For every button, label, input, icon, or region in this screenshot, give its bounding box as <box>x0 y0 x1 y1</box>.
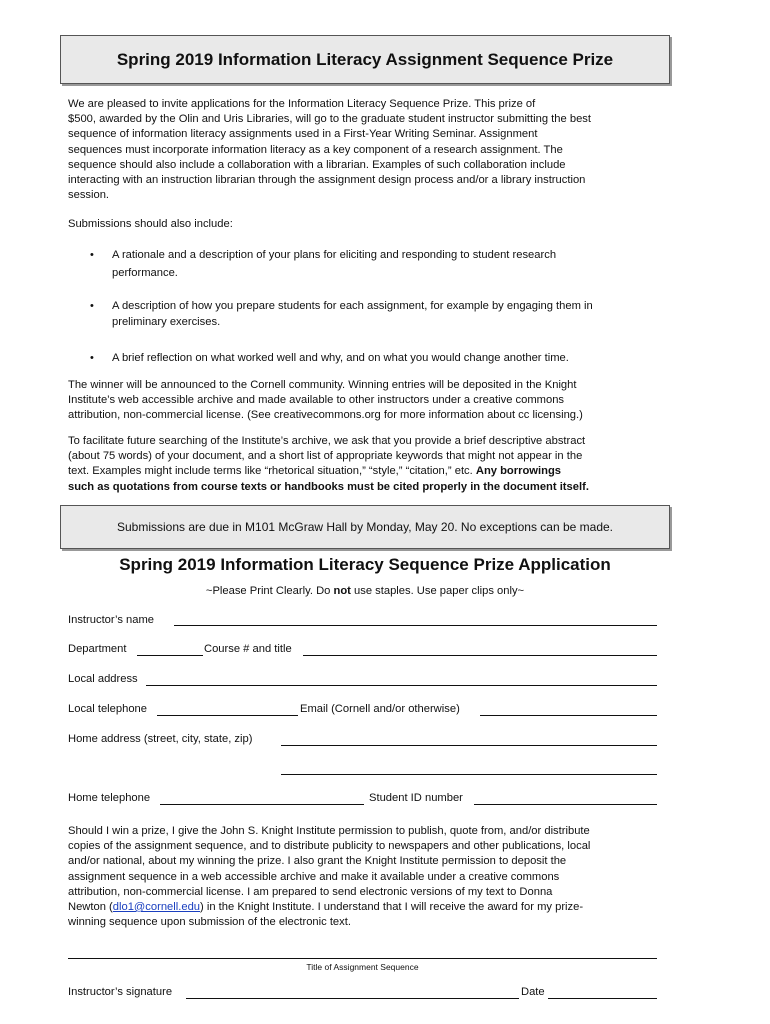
archive-paragraph: To facilitate future searching of the Institute’s archive, we ask that you provide a brief descriptive abstract (about 75 words) of your document, and a short list of appropriate keywords that might not appear in the text. Examples might include terms like “rhetorical situation,” “style,” “citation,” etc. Any borrowings such as quotations from course texts or handbooks must be cited properly in the document itself. <box>68 435 589 493</box>
student-id-field[interactable] <box>474 804 657 805</box>
email-link[interactable]: dlo1@cornell.edu <box>112 901 201 914</box>
assignment-title-field[interactable] <box>68 958 657 959</box>
date-field[interactable] <box>548 998 657 999</box>
local-address-label: Local address <box>68 673 138 685</box>
intro-line: $500, awarded by the Olin and Uris Libraries, will go to the graduate student instructor submitting the best <box>68 113 591 126</box>
course-field[interactable] <box>303 655 657 656</box>
application-title: Spring 2019 Information Literacy Sequence Prize Application <box>119 555 611 574</box>
bullet-icon: • <box>90 300 94 312</box>
bullet-icon: • <box>90 352 94 364</box>
intro-line: We are pleased to invite applications for the Information Literacy Sequence Prize. This prize of <box>68 98 536 110</box>
submissions-heading: Submissions should also include: <box>68 218 233 230</box>
student-id-label: Student ID number <box>369 792 463 804</box>
assignment-title-caption: Title of Assignment Sequence <box>306 962 419 972</box>
intro-line: interacting with an instruction librarian through the assignment design process and/or a library instruction <box>68 174 586 187</box>
bullet-icon: • <box>90 249 94 261</box>
bullet-item: • A rationale and a description of your plans for eliciting and responding to student research performance. <box>90 246 665 282</box>
instructor-name-field[interactable] <box>174 625 657 626</box>
home-telephone-label: Home telephone <box>68 792 151 804</box>
home-address-label: Home address (street, city, state, zip) <box>68 733 253 745</box>
application-instructions: ~Please Print Clearly. Do not use staples. Use paper clips only~ <box>205 585 525 597</box>
local-address-field[interactable] <box>146 685 657 686</box>
permission-paragraph: Should I win a prize, I give the John S. Knight Institute permission to publish, quote from, and/or distribute copies of the assignment sequence, and to distribute publicity to newspapers and other publications, local and/or national, about my winning the prize. I also grant the Knight Institute permission to deposit the assignment sequence in a web accessible archive and make it available under a creative commons attribution, non-commercial license. I am prepared to send electronic versions of my text to Donna Newton (dlo1@cornell.edu) in the Knight Institute. I understand that I will receive the award for my prize- winning sequence upon submission of the electronic text. <box>68 825 591 929</box>
signature-field[interactable] <box>186 998 519 999</box>
intro-line: sequences must incorporate information literacy as a key component of a research assignment. The <box>68 143 563 156</box>
signature-label: Instructor’s signature <box>68 986 173 998</box>
page-title: Spring 2019 Information Literacy Assignment Sequence Prize <box>116 50 614 69</box>
department-field[interactable] <box>137 655 203 656</box>
email-field[interactable] <box>480 715 657 716</box>
course-label: Course # and title <box>204 643 292 655</box>
instructor-name-label: Instructor’s name <box>68 614 155 626</box>
intro-line: sequence of information literacy assignments used in a First-Year Writing Seminar. Assignment <box>68 128 538 141</box>
local-telephone-field[interactable] <box>157 715 298 716</box>
due-notice: Submissions are due in M101 McGraw Hall by Monday, May 20. No exceptions can be made. <box>116 520 613 534</box>
due-notice-box <box>60 505 670 549</box>
intro-line: session. <box>68 189 110 202</box>
department-label: Department <box>68 643 127 655</box>
bullet-item: • A description of how you prepare students for each assignment, for example by engaging them in preliminary exercises. <box>90 297 665 329</box>
email-label: Email (Cornell and/or otherwise) <box>300 703 460 715</box>
title-box <box>60 35 670 84</box>
home-address-field-line-2[interactable] <box>281 774 657 775</box>
intro-paragraph <box>68 97 668 203</box>
home-address-field[interactable] <box>281 745 657 746</box>
intro-line: sequence should also include a collaboration with a librarian. Examples of such collaboration include <box>68 158 566 171</box>
home-telephone-field[interactable] <box>160 804 364 805</box>
local-telephone-label: Local telephone <box>68 703 148 715</box>
winner-paragraph: The winner will be announced to the Cornell community. Winning entries will be deposited in the Knight Institute’s web accessible archive and made available to other instructors under a creative commons attribution, non-commercial license. (See creativecommons.org for more information about cc licensing.) <box>68 379 583 422</box>
bullet-item: • A brief reflection on what worked well and why, and on what you would change another time. <box>90 349 665 367</box>
date-label: Date <box>521 986 545 998</box>
